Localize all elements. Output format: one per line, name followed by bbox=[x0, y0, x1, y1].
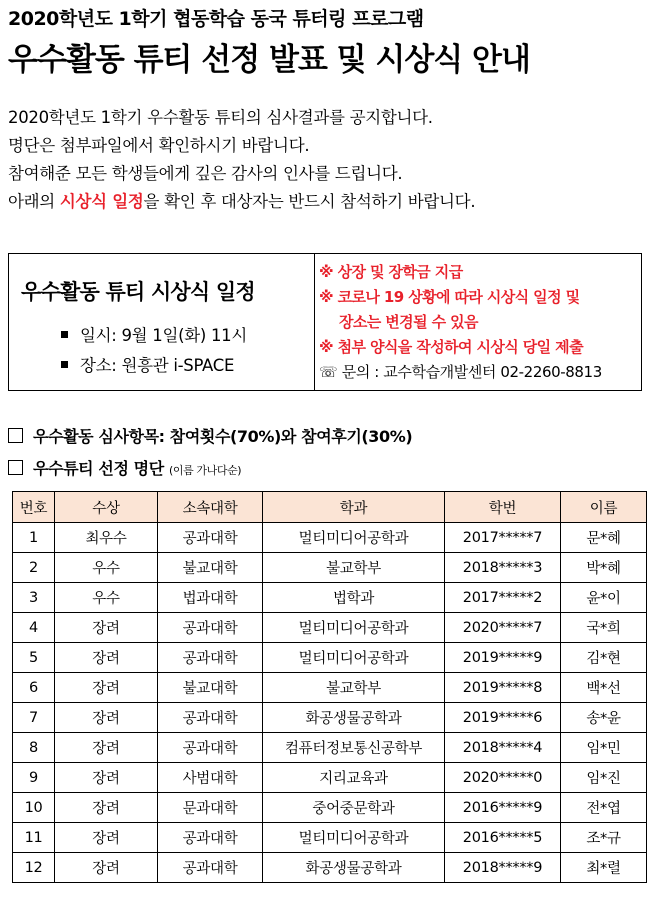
intro-line: 명단은 첨부파일에서 확인하시기 바랍니다. bbox=[8, 136, 310, 155]
table-header-row bbox=[13, 492, 647, 523]
page-title: 우수활동 튜티 선정 발표 및 시상식 안내 bbox=[8, 42, 530, 78]
intro-line: 2020학년도 1학기 우수활동 튜티의 심사결과를 공지합니다. bbox=[8, 108, 433, 127]
cell-name: 조*규 bbox=[561, 823, 647, 853]
cell-name: 전*엽 bbox=[561, 793, 647, 823]
cell-no: 5 bbox=[13, 643, 55, 673]
cell-award: 장려 bbox=[55, 853, 158, 883]
cell-college: 불교대학 bbox=[158, 673, 263, 703]
program-subtitle: 2020학년도 1학기 협동학습 동국 튜터링 프로그램 bbox=[8, 8, 424, 30]
schedule-place-text: 장소: 원흥관 i-SPACE bbox=[80, 356, 235, 375]
cell-college: 공과대학 bbox=[158, 643, 263, 673]
cell-college: 공과대학 bbox=[158, 823, 263, 853]
table-row bbox=[13, 733, 647, 763]
cell-name: 임*진 bbox=[561, 763, 647, 793]
schedule-panel bbox=[9, 254, 315, 390]
ceremony-info-box bbox=[8, 253, 642, 391]
cell-dept: 불교학부 bbox=[263, 553, 445, 583]
note-award: ※ 상장 및 장학금 지급 bbox=[319, 263, 463, 281]
schedule-time bbox=[61, 322, 247, 346]
cell-award: 장려 bbox=[55, 823, 158, 853]
bullet-icon bbox=[61, 361, 68, 368]
cell-student-id: 2017*****7 bbox=[445, 523, 561, 553]
cell-name: 국*희 bbox=[561, 613, 647, 643]
list-heading-text: 우수튜티 선정 명단 bbox=[33, 459, 164, 478]
table-row bbox=[13, 553, 647, 583]
table-row bbox=[13, 703, 647, 733]
note-covid-cont: 장소는 변경될 수 있음 bbox=[339, 313, 478, 331]
table-row bbox=[13, 673, 647, 703]
cell-no: 2 bbox=[13, 553, 55, 583]
cell-student-id: 2019*****9 bbox=[445, 643, 561, 673]
cell-award: 장려 bbox=[55, 613, 158, 643]
cell-college: 문과대학 bbox=[158, 793, 263, 823]
cell-dept: 컴퓨터정보통신공학부 bbox=[263, 733, 445, 763]
cell-dept: 화공생물공학과 bbox=[263, 703, 445, 733]
cell-no: 3 bbox=[13, 583, 55, 613]
cell-award: 장려 bbox=[55, 793, 158, 823]
cell-dept: 중어중문학과 bbox=[263, 793, 445, 823]
intro-line4-pre: 아래의 bbox=[8, 192, 60, 211]
cell-name: 최*렬 bbox=[561, 853, 647, 883]
cell-college: 공과대학 bbox=[158, 613, 263, 643]
schedule-time-text: 일시: 9월 1일(화) 11시 bbox=[80, 326, 247, 345]
cell-award: 우수 bbox=[55, 583, 158, 613]
cell-dept: 화공생물공학과 bbox=[263, 853, 445, 883]
cell-college: 공과대학 bbox=[158, 853, 263, 883]
intro-line bbox=[8, 188, 475, 216]
cell-student-id: 2019*****8 bbox=[445, 673, 561, 703]
cell-college: 법과대학 bbox=[158, 583, 263, 613]
checkbox-icon bbox=[8, 428, 23, 443]
cell-college: 공과대학 bbox=[158, 523, 263, 553]
cell-no: 12 bbox=[13, 853, 55, 883]
cell-award: 장려 bbox=[55, 673, 158, 703]
schedule-title: 우수활동 튜티 시상식 일정 bbox=[21, 280, 255, 304]
cell-no: 7 bbox=[13, 703, 55, 733]
cell-name: 송*윤 bbox=[561, 703, 647, 733]
notes-panel bbox=[319, 260, 641, 385]
note-form: ※ 첨부 양식을 작성하여 시상식 당일 제출 bbox=[319, 338, 583, 356]
contact-info: ☏ 문의 : 교수학습개발센터 02-2260-8813 bbox=[319, 363, 602, 381]
cell-dept: 멀티미디어공학과 bbox=[263, 613, 445, 643]
cell-student-id: 2018*****3 bbox=[445, 553, 561, 583]
cell-student-id: 2016*****5 bbox=[445, 823, 561, 853]
intro-line: 참여해준 모든 학생들에게 깊은 감사의 인사를 드립니다. bbox=[8, 164, 403, 183]
col-header-dept: 학과 bbox=[263, 492, 445, 523]
cell-award: 최우수 bbox=[55, 523, 158, 553]
note-covid: ※ 코로나 19 상황에 따라 시상식 일정 및 bbox=[319, 288, 580, 306]
cell-no: 8 bbox=[13, 733, 55, 763]
cell-student-id: 2018*****9 bbox=[445, 853, 561, 883]
table-row bbox=[13, 853, 647, 883]
cell-no: 9 bbox=[13, 763, 55, 793]
cell-dept: 멀티미디어공학과 bbox=[263, 643, 445, 673]
cell-college: 공과대학 bbox=[158, 733, 263, 763]
cell-dept: 법학과 bbox=[263, 583, 445, 613]
cell-award: 장려 bbox=[55, 733, 158, 763]
intro-line4-post: 을 확인 후 대상자는 반드시 참석하기 바랍니다. bbox=[143, 192, 476, 211]
cell-dept: 멀티미디어공학과 bbox=[263, 523, 445, 553]
checkbox-icon bbox=[8, 460, 23, 475]
table-row bbox=[13, 763, 647, 793]
col-header-no: 번호 bbox=[13, 492, 55, 523]
cell-award: 우수 bbox=[55, 553, 158, 583]
cell-college: 불교대학 bbox=[158, 553, 263, 583]
cell-student-id: 2019*****6 bbox=[445, 703, 561, 733]
table-row bbox=[13, 793, 647, 823]
col-header-award: 수상 bbox=[55, 492, 158, 523]
cell-no: 1 bbox=[13, 523, 55, 553]
cell-dept: 지리교육과 bbox=[263, 763, 445, 793]
list-heading bbox=[8, 456, 241, 479]
cell-name: 박*혜 bbox=[561, 553, 647, 583]
schedule-place bbox=[61, 352, 234, 376]
cell-no: 4 bbox=[13, 613, 55, 643]
cell-student-id: 2016*****9 bbox=[445, 793, 561, 823]
cell-name: 백*선 bbox=[561, 673, 647, 703]
cell-dept: 멀티미디어공학과 bbox=[263, 823, 445, 853]
criteria-text: 우수활동 심사항목: 참여횟수(70%)와 참여후기(30%) bbox=[33, 427, 413, 446]
cell-student-id: 2020*****0 bbox=[445, 763, 561, 793]
cell-name: 김*현 bbox=[561, 643, 647, 673]
criteria-heading bbox=[8, 424, 412, 447]
col-header-name: 이름 bbox=[561, 492, 647, 523]
bullet-icon bbox=[61, 331, 68, 338]
cell-no: 6 bbox=[13, 673, 55, 703]
tutee-list-table bbox=[12, 491, 647, 883]
intro-text bbox=[8, 104, 475, 216]
cell-dept: 불교학부 bbox=[263, 673, 445, 703]
ceremony-schedule-emphasis: 시상식 일정 bbox=[59, 192, 144, 211]
cell-award: 장려 bbox=[55, 703, 158, 733]
list-heading-note: (이름 가나다순) bbox=[168, 464, 242, 477]
table-row bbox=[13, 823, 647, 853]
table-row bbox=[13, 523, 647, 553]
cell-college: 공과대학 bbox=[158, 703, 263, 733]
cell-name: 임*민 bbox=[561, 733, 647, 763]
cell-no: 10 bbox=[13, 793, 55, 823]
cell-no: 11 bbox=[13, 823, 55, 853]
cell-name: 문*혜 bbox=[561, 523, 647, 553]
col-header-college: 소속대학 bbox=[158, 492, 263, 523]
table-row bbox=[13, 613, 647, 643]
cell-student-id: 2018*****4 bbox=[445, 733, 561, 763]
table-row bbox=[13, 583, 647, 613]
cell-award: 장려 bbox=[55, 643, 158, 673]
cell-name: 윤*이 bbox=[561, 583, 647, 613]
table-row bbox=[13, 643, 647, 673]
col-header-student-id: 학번 bbox=[445, 492, 561, 523]
cell-student-id: 2017*****2 bbox=[445, 583, 561, 613]
cell-college: 사범대학 bbox=[158, 763, 263, 793]
cell-student-id: 2020*****7 bbox=[445, 613, 561, 643]
cell-award: 장려 bbox=[55, 763, 158, 793]
